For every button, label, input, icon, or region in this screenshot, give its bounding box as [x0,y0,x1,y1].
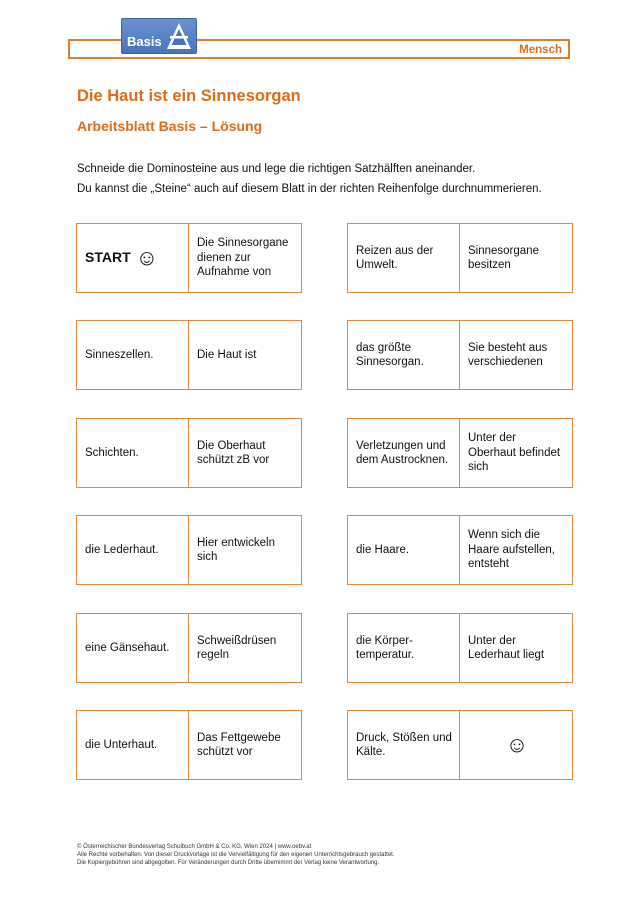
domino-left-half: eine Gänsehaut. [77,614,189,682]
domino-left-half: die Lederhaut. [77,516,189,584]
instruction-line-2: Du kannst die „Steine“ auch auf diesem Blatt in der richten Reihenfolge durchnummerieren. [77,183,542,195]
domino [347,223,573,293]
domino-right-half: Die Haut ist [197,348,257,361]
domino-start [76,223,302,293]
domino [76,710,302,780]
instruction-line-1: Schneide die Dominosteine aus und lege die richtigen Satzhälften aneinander. [77,163,476,175]
domino [76,320,302,390]
domino-right-half: Schweißdrüsen regeln [197,634,277,661]
domino [347,320,573,390]
domino-right-half: Sie besteht aus verschiedenen [468,341,548,368]
domino-right-half: Die Sinnesorgane dienen zur Aufnahme von [197,237,289,279]
start-label: START [85,249,131,266]
domino-left-half: Schichten. [77,419,189,487]
domino-end [347,710,573,780]
logo-text: Basis [127,34,162,49]
footer [77,843,395,867]
domino [347,515,573,585]
domino-left-half: Druck, Stößen und Kälte. [348,711,460,779]
domino-right-half: Hier entwickeln sich [197,536,275,563]
domino [347,613,573,683]
domino-right-half: Sinnesorgane besitzen [468,244,539,271]
domino-left-half: Sinneszellen. [77,321,189,389]
domino [347,418,573,488]
smiley-icon: ☺ [135,245,159,270]
domino-right-half [460,711,572,779]
domino-left-half: die Körper-temperatur. [348,614,460,682]
domino-right-half: Unter der Lederhaut liegt [468,634,545,661]
domino [76,613,302,683]
domino-left-half: das größte Sinnesorgan. [348,321,460,389]
page-title: Die Haut ist ein Sinnesorgan [77,87,301,105]
domino-right-half: Die Oberhaut schützt zB vor [197,439,270,466]
domino-left-half: Reizen aus der Umwelt. [348,224,460,292]
footer-line-1: © Österreichischer Bundesverlag Schulbuch GmbH & Co. KG, Wien 2024 | www.oebv.at [77,844,312,850]
domino-left-half: die Haare. [348,516,460,584]
domino-right-half: Das Fettgewebe schützt vor [197,731,281,758]
domino-left-half [77,224,189,292]
basis-logo [121,18,197,54]
footer-line-2: Alle Rechte vorbehalten. Von dieser Druckvorlage ist die Vervielfältigung für den eigenen Unterrichtsgebrauch gestattet. [77,852,395,859]
smiley-icon: ☺ [505,732,529,757]
domino-left-half: Verletzungen und dem Austrocknen. [348,419,460,487]
triangle-logo-icon [166,22,192,50]
footer-line-3: Die Kopiergebühren sind abgegolten. Für Veränderungen durch Dritte übernimmt der Verlag keine Verantwortung. [77,860,380,867]
domino [76,418,302,488]
domino-right-half: Wenn sich die Haare aufstellen, entsteht [468,529,555,571]
domino-right-half: Unter der Oberhaut befindet sich [468,432,561,474]
domino [76,515,302,585]
category-label: Mensch [519,44,562,56]
domino-left-half: die Unterhaut. [77,711,189,779]
page-subtitle: Arbeitsblatt Basis – Lösung [77,118,263,134]
